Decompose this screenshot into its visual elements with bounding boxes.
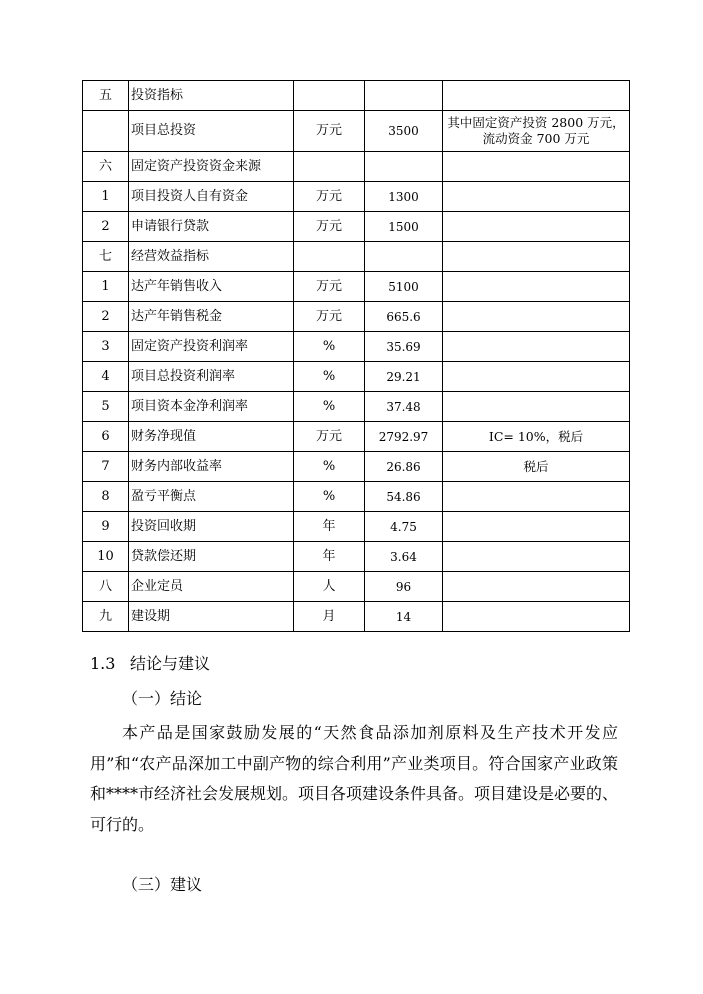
unit-cell: % (294, 392, 365, 422)
table-row (83, 542, 630, 572)
item-name-cell: 投资指标 (129, 81, 294, 111)
unit-cell: 万元 (294, 272, 365, 302)
table-row (83, 332, 630, 362)
item-name-cell: 财务内部收益率 (129, 452, 294, 482)
note-cell: 其中固定资产投资 2800 万元，流动资金 700 万元 (443, 111, 630, 152)
note-cell: 税后 (443, 452, 630, 482)
unit-cell: 万元 (294, 111, 365, 152)
value-cell: 4.75 (365, 512, 443, 542)
row-number-cell: 2 (83, 302, 129, 332)
row-number-cell: 6 (83, 422, 129, 452)
unit-cell: % (294, 452, 365, 482)
value-cell (365, 152, 443, 182)
note-cell (443, 512, 630, 542)
item-name-cell: 财务净现值 (129, 422, 294, 452)
row-number-cell: 九 (83, 602, 129, 632)
row-number-cell: 7 (83, 452, 129, 482)
item-name-cell: 达产年销售税金 (129, 302, 294, 332)
conclusion-paragraph: 本产品是国家鼓励发展的“天然食品添加剂原料及生产技术开发应用”和“农产品深加工中副产物的综合利用”产业类项目。符合国家产业政策和****市经济社会发展规划。项目各项建设条件具备。项目建设是必要的、可行的。 (90, 723, 619, 834)
value-cell: 2792.97 (365, 422, 443, 452)
row-number-cell: 5 (83, 392, 129, 422)
suggestion-heading: （三）建议 (122, 875, 203, 894)
value-cell: 35.69 (365, 332, 443, 362)
row-number-cell: 七 (83, 242, 129, 272)
table-row (83, 81, 630, 111)
unit-cell (294, 152, 365, 182)
item-name-cell: 固定资产投资利润率 (129, 332, 294, 362)
note-cell (443, 602, 630, 632)
table-row (83, 362, 630, 392)
item-name-cell: 投资回收期 (129, 512, 294, 542)
note-cell (443, 572, 630, 602)
note-cell (443, 212, 630, 242)
unit-cell: 年 (294, 512, 365, 542)
value-cell: 96 (365, 572, 443, 602)
item-name-cell: 建设期 (129, 602, 294, 632)
note-cell (443, 332, 630, 362)
unit-cell: % (294, 482, 365, 512)
note-cell (443, 542, 630, 572)
unit-cell: 万元 (294, 422, 365, 452)
note-cell (443, 482, 630, 512)
unit-cell: 月 (294, 602, 365, 632)
row-number-cell: 八 (83, 572, 129, 602)
unit-cell: 万元 (294, 212, 365, 242)
note-cell (443, 152, 630, 182)
note-cell (443, 362, 630, 392)
row-number-cell: 9 (83, 512, 129, 542)
value-cell: 1500 (365, 212, 443, 242)
note-cell (443, 302, 630, 332)
unit-cell: 万元 (294, 302, 365, 332)
table-row (83, 482, 630, 512)
item-name-cell: 企业定员 (129, 572, 294, 602)
note-cell (443, 392, 630, 422)
table-row (83, 392, 630, 422)
table-row (83, 422, 630, 452)
value-cell: 665.6 (365, 302, 443, 332)
value-cell: 26.86 (365, 452, 443, 482)
value-cell: 1300 (365, 182, 443, 212)
value-cell: 37.48 (365, 392, 443, 422)
note-cell (443, 182, 630, 212)
table-row (83, 302, 630, 332)
row-number-cell (83, 111, 129, 152)
item-name-cell: 经营效益指标 (129, 242, 294, 272)
table-row (83, 452, 630, 482)
unit-cell (294, 242, 365, 272)
value-cell: 29.21 (365, 362, 443, 392)
item-name-cell: 项目投资人自有资金 (129, 182, 294, 212)
note-cell: IC= 10%，税后 (443, 422, 630, 452)
note-cell (443, 272, 630, 302)
unit-cell (294, 81, 365, 111)
table-row (83, 212, 630, 242)
table-row (83, 152, 630, 182)
table-row (83, 182, 630, 212)
row-number-cell: 2 (83, 212, 129, 242)
item-name-cell: 申请银行贷款 (129, 212, 294, 242)
value-cell (365, 242, 443, 272)
unit-cell: 万元 (294, 182, 365, 212)
row-number-cell: 8 (83, 482, 129, 512)
value-cell: 3500 (365, 111, 443, 152)
row-number-cell: 10 (83, 542, 129, 572)
section-heading (90, 651, 210, 674)
conclusion-heading: （一）结论 (122, 689, 203, 708)
item-name-cell: 盈亏平衡点 (129, 482, 294, 512)
value-cell: 54.86 (365, 482, 443, 512)
unit-cell: 年 (294, 542, 365, 572)
note-cell (443, 242, 630, 272)
item-name-cell: 贷款偿还期 (129, 542, 294, 572)
section-number: 1.3 (90, 654, 116, 673)
table-row (83, 602, 630, 632)
row-number-cell: 1 (83, 182, 129, 212)
row-number-cell: 六 (83, 152, 129, 182)
row-number-cell: 1 (83, 272, 129, 302)
table-row (83, 572, 630, 602)
value-cell: 5100 (365, 272, 443, 302)
value-cell: 3.64 (365, 542, 443, 572)
item-name-cell: 项目总投资利润率 (129, 362, 294, 392)
table-row (83, 111, 630, 152)
note-cell (443, 81, 630, 111)
item-name-cell: 达产年销售收入 (129, 272, 294, 302)
table-row (83, 512, 630, 542)
row-number-cell: 五 (83, 81, 129, 111)
investment-indicator-table (82, 80, 630, 632)
value-cell (365, 81, 443, 111)
value-cell: 14 (365, 602, 443, 632)
row-number-cell: 4 (83, 362, 129, 392)
table-row (83, 242, 630, 272)
section-title: 结论与建议 (130, 654, 211, 673)
unit-cell: % (294, 362, 365, 392)
row-number-cell: 3 (83, 332, 129, 362)
item-name-cell: 项目总投资 (129, 111, 294, 152)
unit-cell: 人 (294, 572, 365, 602)
item-name-cell: 项目资本金净利润率 (129, 392, 294, 422)
table-row (83, 272, 630, 302)
unit-cell: % (294, 332, 365, 362)
item-name-cell: 固定资产投资资金来源 (129, 152, 294, 182)
